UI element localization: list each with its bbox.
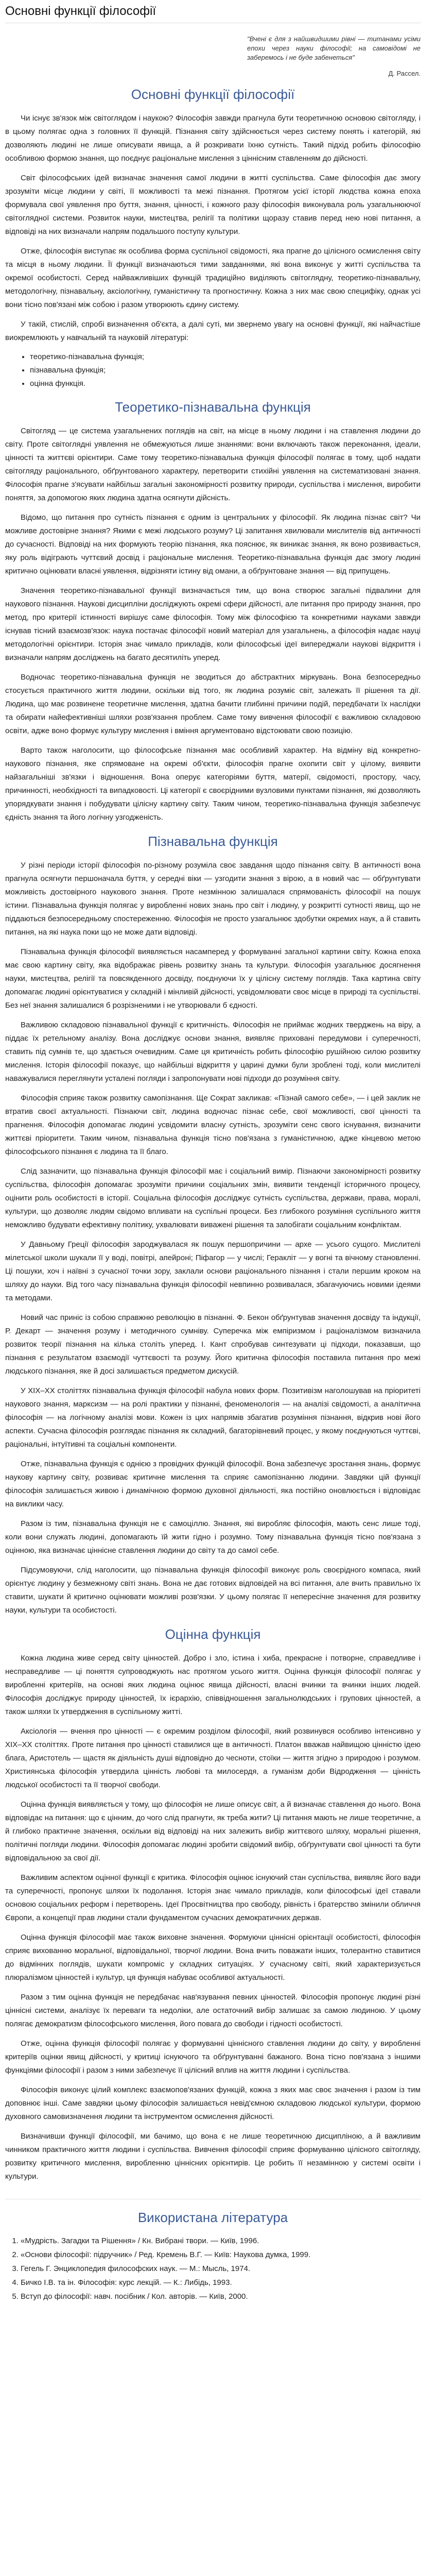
- paragraph: Отже, філософія виступає як особлива форма суспільної свідомості, яка прагне до цілісного осмислення світу та місця в ньому людини. Її функції визначаються тими завданнями, які вона виконує у житті суспільства та окремої особистості. Серед найважливіших функцій традиційно виділяють світоглядну, теоретико-пізнавальну, методологічну, пізнавальну, аксіологічну, гуманістичну та прогностичну. Кожна з них має свою специфіку, однак усі вони тісно пов'язані між собою і разом утворюють єдину систему.: [5, 247, 421, 309]
- section-title-references: Використана література: [137, 2210, 288, 2225]
- list-item: • пізнавальна функція;: [30, 364, 421, 377]
- paragraph: Відомо, що питання про сутність пізнання є одним із центральних у філософії. Як людина пізнає світ? Чи можливе достовірне знання? Якими є межі людського розуму? Ці запитання хвилювали мислителів від античності до сучасності. Відповіді на них формують теорію пізнання, яка пояснює, як виникає знання, як воно розвивається, яку роль відіграють чуттєвий досвід і раціональне мислення. Теоретико-пізнавальна функція дає змогу людині критично оцінювати власні уявлення, відрізняти істину від омани, а обґрунтоване знання — від припущень.: [5, 513, 421, 575]
- section-title-cognitive: Пізнавальна функція: [148, 834, 278, 849]
- paragraph: Отже, пізнавальна функція є однією з провідних функцій філософії. Вона забезпечує зростання знань, формує наукову картину світу, розвиває критичне мислення та сприяє самопізнанню людини. Завдяки цій функції філософія залишається живою і динамічною формою духовної діяльності, яка постійно оновлюється і відповідає на виклики часу.: [5, 1460, 421, 1509]
- section-theory: [5, 399, 421, 824]
- paragraph: Новий час приніс із собою справжню революцію в пізнанні. Ф. Бекон обґрунтував значення досвіду та індукції, Р. Декарт — значення розуму і методичного сумніву. Суперечка між емпіризмом і раціоналізмом визначила розвиток теорії пізнання на кілька століть уперед. І. Кант спробував синтезувати ці підходи, показавши, що пізнання є результатом взаємодії чуттєвості та розуму. Його критична філософія поставила питання про межі людського пізнання, яке й досі залишається предметом дискусій.: [5, 1313, 421, 1376]
- section-conclusion: [5, 2083, 421, 2183]
- section-title-theory: Теоретико-пізнавальна функція: [115, 399, 311, 415]
- paragraph: У ХІХ–ХХ століттях пізнавальна функція філософії набула нових форм. Позитивізм наголошував на пріоритеті наукового знання, марксизм — на ролі практики у пізнанні, феноменологія — на аналізі свідомості, а аналітична філософія — на логічному аналізі мови. Кожен із цих напрямів збагатив розуміння пізнання, відкрив нові його аспекти. Сучасна філософія розглядає пізнання як складний, багаторівневий процес, у якому поєднуються чуттєві, раціональні, інтуїтивні та соціальні компоненти.: [5, 1386, 421, 1449]
- references-list: [5, 2235, 421, 2303]
- reference-item: 4. Бичко І.В. та ін. Філософія: курс лекцій. — К.: Либідь, 1993.: [21, 2277, 421, 2289]
- paragraph: Значення теоретико-пізнавальної функції визначається тим, що вона створює загальні підвалини для наукового пізнання. Наукові дисципліни досліджують окремі сфери дійсності, але питання про природу знання, про метод, про критерії істинності вирішує саме філософія. Тому між філософією та конкретними науками завжди існував тісний взаємозв'язок: наука постачає філософії новий матеріал для узагальнень, а філософія надає науці методологічні орієнтири. Історія знає чимало прикладів, коли філософські ідеї випереджали наукові відкриття і визначали напрям досліджень на багато десятиліть уперед.: [5, 586, 421, 662]
- epigraph-quote: "Вчені є для з найшвидшими рівні — титанами усіми епохи через науки філософії; на самовідомі не заберемось і не буде забенеться": [247, 35, 421, 61]
- paragraph: Слід зазначити, що пізнавальна функція філософії має і соціальний вимір. Пізнаючи закономірності розвитку суспільства, філософія допомагає зрозуміти причини соціальних змін, виявити тенденції історичного процесу, оцінити роль особистості в історії. Соціальна філософія досліджує сутність суспільства, держави, права, моралі, культури, що дозволяє людям свідомо впливати на суспільні процеси. Без глибокого розуміння суспільного життя неможливо будувати ефективну політику, ухвалювати виважені рішення та запобігати соціальним конфліктам.: [5, 1167, 421, 1229]
- functions-list: [5, 351, 421, 390]
- reference-item: 3. Гегель Г. Энциклопедия философских наук. — М.: Мысль, 1974.: [21, 2263, 421, 2275]
- reference-item: 1. «Мудрість. Загадки та Рішення» / Кн. Вибрані твори. — Київ, 1996.: [21, 2235, 421, 2247]
- paragraph: Кожна людина живе серед світу цінностей. Добро і зло, істина і хиба, прекрасне і потворне, справедливе і несправедливе — ці поняття супроводжують нас протягом усього життя. Оцінна функція філософії полягає у виробленні критеріїв, на основі яких людина оцінює явища дійсності, власні вчинки та вчинки інших людей. Філософія досліджує природу цінностей, їх ієрархію, співвідношення загальнолюдських і групових цінностей, а також шляхи їх утвердження в суспільному житті.: [5, 1654, 421, 1716]
- section-cognitive: [5, 834, 421, 1617]
- page-title: Основні функції філософії: [5, 4, 421, 23]
- reference-item: 5. Вступ до філософії: навч. посібник / Кол. авторів. — Київ, 2000.: [21, 2291, 421, 2303]
- paragraph: Разом із тим, пізнавальна функція не є самоціллю. Знання, які виробляє філософія, мають сенс лише тоді, коли вони служать людині, допомагають їй жити гідно і розумно. Тому пізнавальна функція тісно пов'язана з оцінною, яка визначає ціннісне ставлення людини до світу та до самої себе.: [5, 1519, 421, 1555]
- paragraph: Оцінна функція виявляється у тому, що філософія не лише описує світ, а й визначає ставлення до нього. Вона відповідає на питання: що є цінним, до чого слід прагнути, як треба жити? Ці питання мають не лише теоретичне, а й глибоко практичне значення, оскільки від відповіді на них залежить вибір життєвого шляху, моральні рішення, політичні погляди людини. Філософія допомагає людині зробити свідомий вибір, обґрунтувати свої цінності та бути відповідальною за свої дії.: [5, 1800, 421, 1862]
- paragraph: Варто також наголосити, що філософське пізнання має особливий характер. На відміну від конкретно-наукового пізнання, яке спрямоване на окремі об'єкти, філософія прагне охопити світ у цілому, виявити найзагальніші зв'язки і відношення. Вона оперує категоріями буття, матерії, свідомості, простору, часу, причинності, необхідності та випадковості. Ці категорії є своєрідними вузловими пунктами пізнання, які дозволяють упорядкувати знання і побудувати цілісну картину світу. Таким чином, теоретико-пізнавальна функція забезпечує єдність знання та його логічну узгодженість.: [5, 746, 421, 822]
- paragraph: Разом з тим оцінна функція не передбачає нав'язування певних цінностей. Філософія пропонує людині різні ціннісні системи, аналізує їх переваги та недоліки, але остаточний вибір залишає за самою людиною. У цьому полягає демократизм філософського мислення, його повага до свободи і гідності особистості.: [5, 1993, 421, 2028]
- section-title-evaluative: Оцінна функція: [165, 1626, 261, 1642]
- paragraph: Визначивши функції філософії, ми бачимо, що вона є не лише теоретичною дисципліною, а й важливим чинником практичного життя людини і суспільства. Вивчення філософії сприяє формуванню цілісного світогляду, розвитку критичного мислення, виробленню ціннісних орієнтирів. Це робить її незамінною у системі освіти і культури.: [5, 2132, 421, 2181]
- paragraph: Пізнавальна функція філософії виявляється насамперед у формуванні загальної картини світу. Кожна епоха має свою картину світу, яка відображає рівень розвитку знань та культури. Філософія узагальнює досягнення науки, мистецтва, релігії та повсякденного досвіду, поєднуючи їх у цілісну систему поглядів. Така картина світу допомагає людині орієнтуватися у складній і мінливій дійсності, усвідомлювати своє місце в природі та суспільстві. Без неї знання залишалися б розрізненими і не утворювали б єдності.: [5, 947, 421, 1010]
- list-item: • оцінна функція.: [30, 378, 421, 390]
- paragraph: Важливим аспектом оцінної функції є критика. Філософія оцінює існуючий стан суспільства, виявляє його вади та суперечності, пропонує шляхи їх подолання. Історія знає чимало прикладів, коли філософські ідеї ставали основою соціальних реформ і перетворень. Ідеї Просвітництва про свободу, рівність і братерство змінили обличчя Європи, а концепції прав людини стали фундаментом сучасних демократичних держав.: [5, 1873, 421, 1922]
- section-main: [5, 87, 421, 390]
- paragraph: Філософія сприяє також розвитку самопізнання. Ще Сократ закликав: «Пізнай самого себе», — і цей заклик не втратив своєї актуальності. Пізнаючи світ, людина водночас пізнає себе, свої можливості, свої цінності та прагнення. Філософія допомагає людині усвідомити власну сутність, зрозуміти сенс свого існування, визначити життєві пріоритети. Таким чином, пізнавальна функція тісно пов'язана з гуманістичною, адже кінцевою метою філософського пізнання є людина та її благо.: [5, 1094, 421, 1156]
- paragraph: У такій, стислій, спробі визначення об'єкта, а далі суті, ми звернемо увагу на основні функції, які найчастіше виокремлюють у навчальній та науковій літературі:: [5, 320, 421, 342]
- paragraph: Чи існує зв'язок між світоглядом і наукою? Філософія завжди прагнула бути теоретичною основою світогляду, і в цьому полягає одна з головних її функцій. Пізнання світу здійснюється через систему понять і категорій, які дозволяють людині не лише описувати явища, а й розкривати їхню сутність. Такий підхід робить філософію особливою формою знання, що поєднує раціональне мислення з ціннісним ставленням до дійсності.: [5, 114, 421, 163]
- paragraph: У Давньому Греції філософія зароджувалася як пошук першопричини — архе — усього сущого. Мислителі мілетської школи шукали її у воді, повітрі, апейроні; Піфагор — у числі; Геракліт — у вогні та вічному становленні. Ці пошуки, хоч і наївні з сучасної точки зору, заклали основи раціонального пізнання і стали першим кроком на шляху до науки. Від того часу пізнавальна функція філософії невпинно розвивалася, збагачуючись новими ідеями та методами.: [5, 1240, 421, 1302]
- paragraph: Оцінна функція філософії має також виховне значення. Формуючи ціннісні орієнтації особистості, філософія сприяє вихованню моральної, відповідальної, творчої людини. Вона вчить поважати інших, толерантно ставитися до відмінних поглядів, шукати компроміс у складних ситуаціях. У сучасному світі, який характеризується плюралізмом цінностей і культур, ця функція набуває особливої актуальності.: [5, 1933, 421, 1982]
- paragraph: Світ філософських ідей визначає значення самої людини в житті суспільства. Саме філософія дає змогу зрозуміти місце людини у світі, її можливості та межі пізнання. Протягом усієї історії людства кожна епоха формувала свої уявлення про буття, знання, цінності, і кожного разу філософія виконувала роль узагальнюючої світоглядної системи. Розвиток науки, мистецтва, релігії та політики щоразу ставив перед нею нові питання, а відповіді на них визначали напрям подальшого поступу культури.: [5, 174, 421, 236]
- section-evaluative: [5, 1626, 421, 2077]
- list-item: • теоретико-пізнавальна функція;: [30, 351, 421, 363]
- section-title-main: Основні функції філософії: [131, 87, 295, 102]
- section-references: [5, 2210, 421, 2303]
- paragraph: Світогляд — це система узагальнених поглядів на світ, на місце в ньому людини і на ставлення людини до світу. Проте світоглядні уявлення не обмежуються лише знаннями: вони включають також переконання, ідеали, цінності та життєві орієнтири. Саме тому теоретико-пізнавальна функція філософії полягає в тому, щоб надати світогляду раціонального, обґрунтованого характеру, перетворити стихійні уявлення на систематизовані знання. Філософія прагне з'ясувати найбільш загальні закономірності розвитку природи, суспільства і мислення, виробити поняття, за допомогою яких людина здатна осягнути дійсність.: [5, 427, 421, 502]
- paragraph: Водночас теоретико-пізнавальна функція не зводиться до абстрактних міркувань. Вона безпосередньо стосується практичного життя людини, оскільки від того, як людина розуміє світ, залежать її рішення та дії. Людина, що має розвинене теоретичне мислення, здатна бачити глибинні причини подій, передбачати їх наслідки та обирати найефективніші шляхи розв'язання проблем. Саме тому вивчення філософії є важливою складовою освіти, адже воно формує культуру мислення і вміння аргументовано відстоювати свою позицію.: [5, 673, 421, 735]
- paragraph: Важливою складовою пізнавальної функції є критичність. Філософія не приймає жодних тверджень на віру, а піддає їх ретельному аналізу. Вона досліджує основи знання, виявляє приховані передумови і суперечності, ставить під сумнів те, що здається очевидним. Саме ця критичність робить філософію рушійною силою розвитку мислення. Історія філософії показує, що найбільші відкриття у царині думки були зроблені тоді, коли мислителі наважувалися переглянути усталені погляди і запропонувати нові підходи до розуміння світу.: [5, 1021, 421, 1083]
- reference-item: 2. «Основи філософії: підручник» / Ред. Кремень В.Г. — Київ: Наукова думка, 1999.: [21, 2249, 421, 2261]
- paragraph: У різні періоди історії філософія по-різному розуміла своє завдання щодо пізнання світу. В античності вона прагнула осягнути першоначала буття, у середні віки — узгодити знання з вірою, а в новий час — обґрунтувати можливість достовірного наукового знання. Проте незмінною залишалася спрямованість філософії на пошук істини. Пізнавальна функція полягає у виробленні нових знань про світ і людину, у розкритті сутності явищ, що не піддаються безпосередньому спостереженню. Філософія не просто узагальнює здобутки окремих наук, а й ставить питання, на які наука поки що не може дати відповіді.: [5, 861, 421, 937]
- paragraph: Отже, оцінна функція філософії полягає у формуванні ціннісного ставлення людини до світу, у виробленні критеріїв оцінки явищ дійсності, у критиці існуючого та обґрунтуванні бажаного. Вона тісно пов'язана з іншими функціями філософії і разом з ними забезпечує її цілісний вплив на життя людини і суспільства.: [5, 2039, 421, 2075]
- paragraph: Аксіологія — вчення про цінності — є окремим розділом філософії, який розвинувся особливо інтенсивно у ХІХ–ХХ століттях. Проте питання про цінності ставилися ще в античності. Платон вважав найвищою цінністю ідею блага, Аристотель — щастя як діяльність душі відповідно до чесноти, стоїки — життя згідно з природою і розумом. Християнська філософія утвердила цінність любові та милосердя, а гуманізм доби Відродження — цінність людської особистості та її творчої свободи.: [5, 1727, 421, 1789]
- paragraph: Підсумовуючи, слід наголосити, що пізнавальна функція філософії виконує роль своєрідного компаса, який орієнтує людину у безмежному світі знань. Вона не дає готових відповідей на всі питання, але вчить правильно їх ставити, шукати й критично оцінювати можливі розв'язки. У цьому полягає її непересічне значення для розвитку науки, культури та особистості.: [5, 1566, 421, 1615]
- epigraph-author: Д. Рассел.: [388, 70, 421, 77]
- paragraph: Філософія виконує цілий комплекс взаємопов'язаних функцій, кожна з яких має своє значення і разом із тим доповнює інші. Саме завдяки цьому філософія залишається невід'ємною складовою людської культури, формою духовного самовизначення людини та інструментом осмислення дійсності.: [5, 2086, 421, 2121]
